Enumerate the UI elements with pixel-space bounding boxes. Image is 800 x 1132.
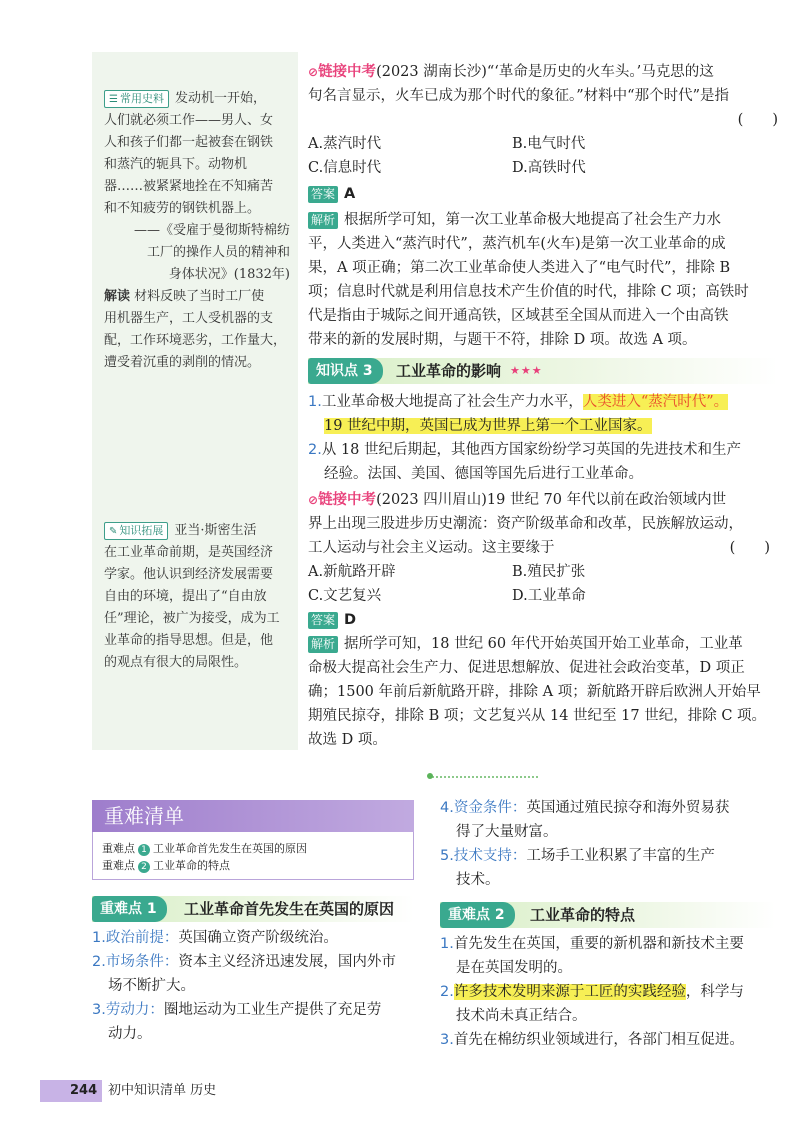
option: A.蒸汽时代 <box>308 136 382 152</box>
link-icon: ⊘ <box>308 65 319 79</box>
jiedu-label: 解读 <box>104 289 131 304</box>
highlight: 许多技术发明来源于工匠的实践经验 <box>453 984 686 1000</box>
option: C.信息时代 <box>308 160 382 176</box>
option: A.新航路开辟 <box>308 564 396 580</box>
tuozhan-tag: ✎ 知识拓展 <box>104 522 168 540</box>
q1-analysis: 解析 根据所学可知，第一次工业革命极大地提高了社会生产力水 平，人类进入“蒸汽时代”，蒸汽机车(火车)是第一次工业革命的成 果，A 项正确；第二次工业革命使人类进入了“电气时代”，排除 B 项；信息时代就是利用信息技术产生价值的时代，排除 C 项；高铁时 代是指由于城际之间开通高铁，区域甚至全国从而进入一个由高铁 带来的新的发展时期，与题干不符，排除 D 项。故选 A 项。 <box>308 212 749 348</box>
zhongnan-list <box>102 840 307 874</box>
shiliao-tag: ☰ 常用史料 <box>104 90 169 108</box>
option: B.殖民扩张 <box>512 564 586 580</box>
kd1-body: 1.政治前提：英国确立资产阶级统治。 2.市场条件：资本主义经济迅速发展，国内外市 场不断扩大。 3.劳动力：圈地运动为工业生产提供了充足劳 动力。 <box>92 930 396 1042</box>
kp3-badge: 知识点 3 <box>308 358 383 384</box>
link-exam-tag: ⊘链接中考 <box>308 492 377 508</box>
kp3-body: 1.工业革命极大地提高了社会生产力水平，人类进入“蒸汽时代”。 19 世纪中期，英国已成为世界上第一个工业国家。 2.从 18 世纪后期起，其他西方国家纷纷学习英国的先进技术和生产 经验。法国、美国、德国等国先后进行工业革命。 <box>308 394 742 482</box>
kp3-title: 工业革命的影响 <box>396 362 502 380</box>
list-item: 重难点 1 工业革命首先发生在英国的原因 <box>102 842 307 855</box>
option: C.文艺复兴 <box>308 588 382 604</box>
zhongnan-title: 重难清单 <box>92 800 414 832</box>
q2-answer: 答案 D <box>308 608 778 632</box>
list-item: 重难点 2 工业革命的特点 <box>102 859 230 872</box>
link-icon: ⊘ <box>308 493 319 507</box>
kd1-title: 工业革命首先发生在英国的原因 <box>184 900 395 918</box>
page-number: 244 <box>70 1083 98 1098</box>
option: D.高铁时代 <box>512 160 586 176</box>
lightbulb-icon: ✎ <box>109 526 118 537</box>
highlight: 人类进入“蒸汽时代”。 <box>582 394 729 410</box>
footer-title: 初中知识清单 历史 <box>108 1083 217 1098</box>
right-col-top: 4.资金条件：英国通过殖民掠夺和海外贸易获 得了大量财富。 5.技术支持：工场手工业积累了丰富的生产 技术。 <box>440 800 730 888</box>
kd2-badge: 重难点 2 <box>440 902 515 928</box>
analysis-tag: 解析 <box>308 636 338 653</box>
option: D.工业革命 <box>512 588 586 604</box>
q2-analysis: 解析 据所学可知，18 世纪 60 年代开始英国开始工业革命，工业革 命极大提高社会生产力、促进思想解放、促进社会政治变革，D 项正 确；1500 年前后新航路开辟，排除 A 项；新航路开辟后欧洲人开始早 期殖民掠夺，排除 B 项；文艺复兴从 14 世纪至 17 世纪，排除 C 项。 故选 D 项。 <box>308 636 767 748</box>
answer-tag: 答案 <box>308 612 338 629</box>
q1-options <box>308 132 778 180</box>
divider-dot <box>427 773 433 779</box>
question-2: ⊘链接中考(2023 四川眉山)19 世纪 70 年代以前在政治领域内世 界上出现三股进步历史潮流：资产阶级革命和改革，民族解放运动， 工人运动与社会主义运动。这主要缘于 ( ) <box>308 492 770 556</box>
kd1-badge: 重难点 1 <box>92 896 167 922</box>
link-exam-tag: ⊘链接中考 <box>308 64 377 80</box>
kd2-title: 工业革命的特点 <box>530 906 636 924</box>
section-divider <box>428 776 538 778</box>
highlight: 19 世纪中期，英国已成为世界上第一个工业国家。 <box>324 418 652 434</box>
q2-options <box>308 560 778 608</box>
option: B.电气时代 <box>512 136 586 152</box>
kd2-body: 1.首先发生在英国，重要的新机器和新技术主要 是在英国发明的。 2.许多技术发明来源于工匠的实践经验，科学与 技术尚未真正结合。 3.首先在棉纺织业领域进行，各部门相互促进。 <box>440 936 744 1048</box>
answer-tag: 答案 <box>308 186 338 203</box>
sidebar-shiliao: ☰ 常用史料 发动机一开始， 人们就必须工作——男人、女 人和孩子们都一起被套在钢铁 和蒸汽的轭具下。动物机 器……被紧紧地拴在不知痛苦 和不知疲劳的钢铁机器上。 ——《受雇于曼彻斯特棉纺 工厂的操作人员的精神和 身体状况》(1832年) 解读 材料反映了当时工厂使 用机器生产，工人受机器的支 配，工作环境恶劣，工作量大， 遭受着沉重的剥削的情况。 <box>104 91 290 370</box>
kp3-stars: ★★★ <box>510 364 543 377</box>
book-icon: ☰ <box>109 94 118 105</box>
sidebar-tuozhan: ✎ 知识拓展 亚当·斯密生活 在工业革命前期，是英国经济 学家。他认识到经济发展需要 自由的环境，提出了“自由放 任”理论，被广为接受，成为工 业革命的指导思想。但是，他 的观点有很大的局限性。 <box>104 523 280 670</box>
q1-answer: 答案 A <box>308 182 778 206</box>
question-1: ⊘链接中考(2023 湖南长沙)“‘革命是历史的火车头。’马克思的这 句名言显示，火车已成为那个时代的象征。”材料中“那个时代”是指 ( ) <box>308 64 778 128</box>
analysis-tag: 解析 <box>308 212 338 229</box>
